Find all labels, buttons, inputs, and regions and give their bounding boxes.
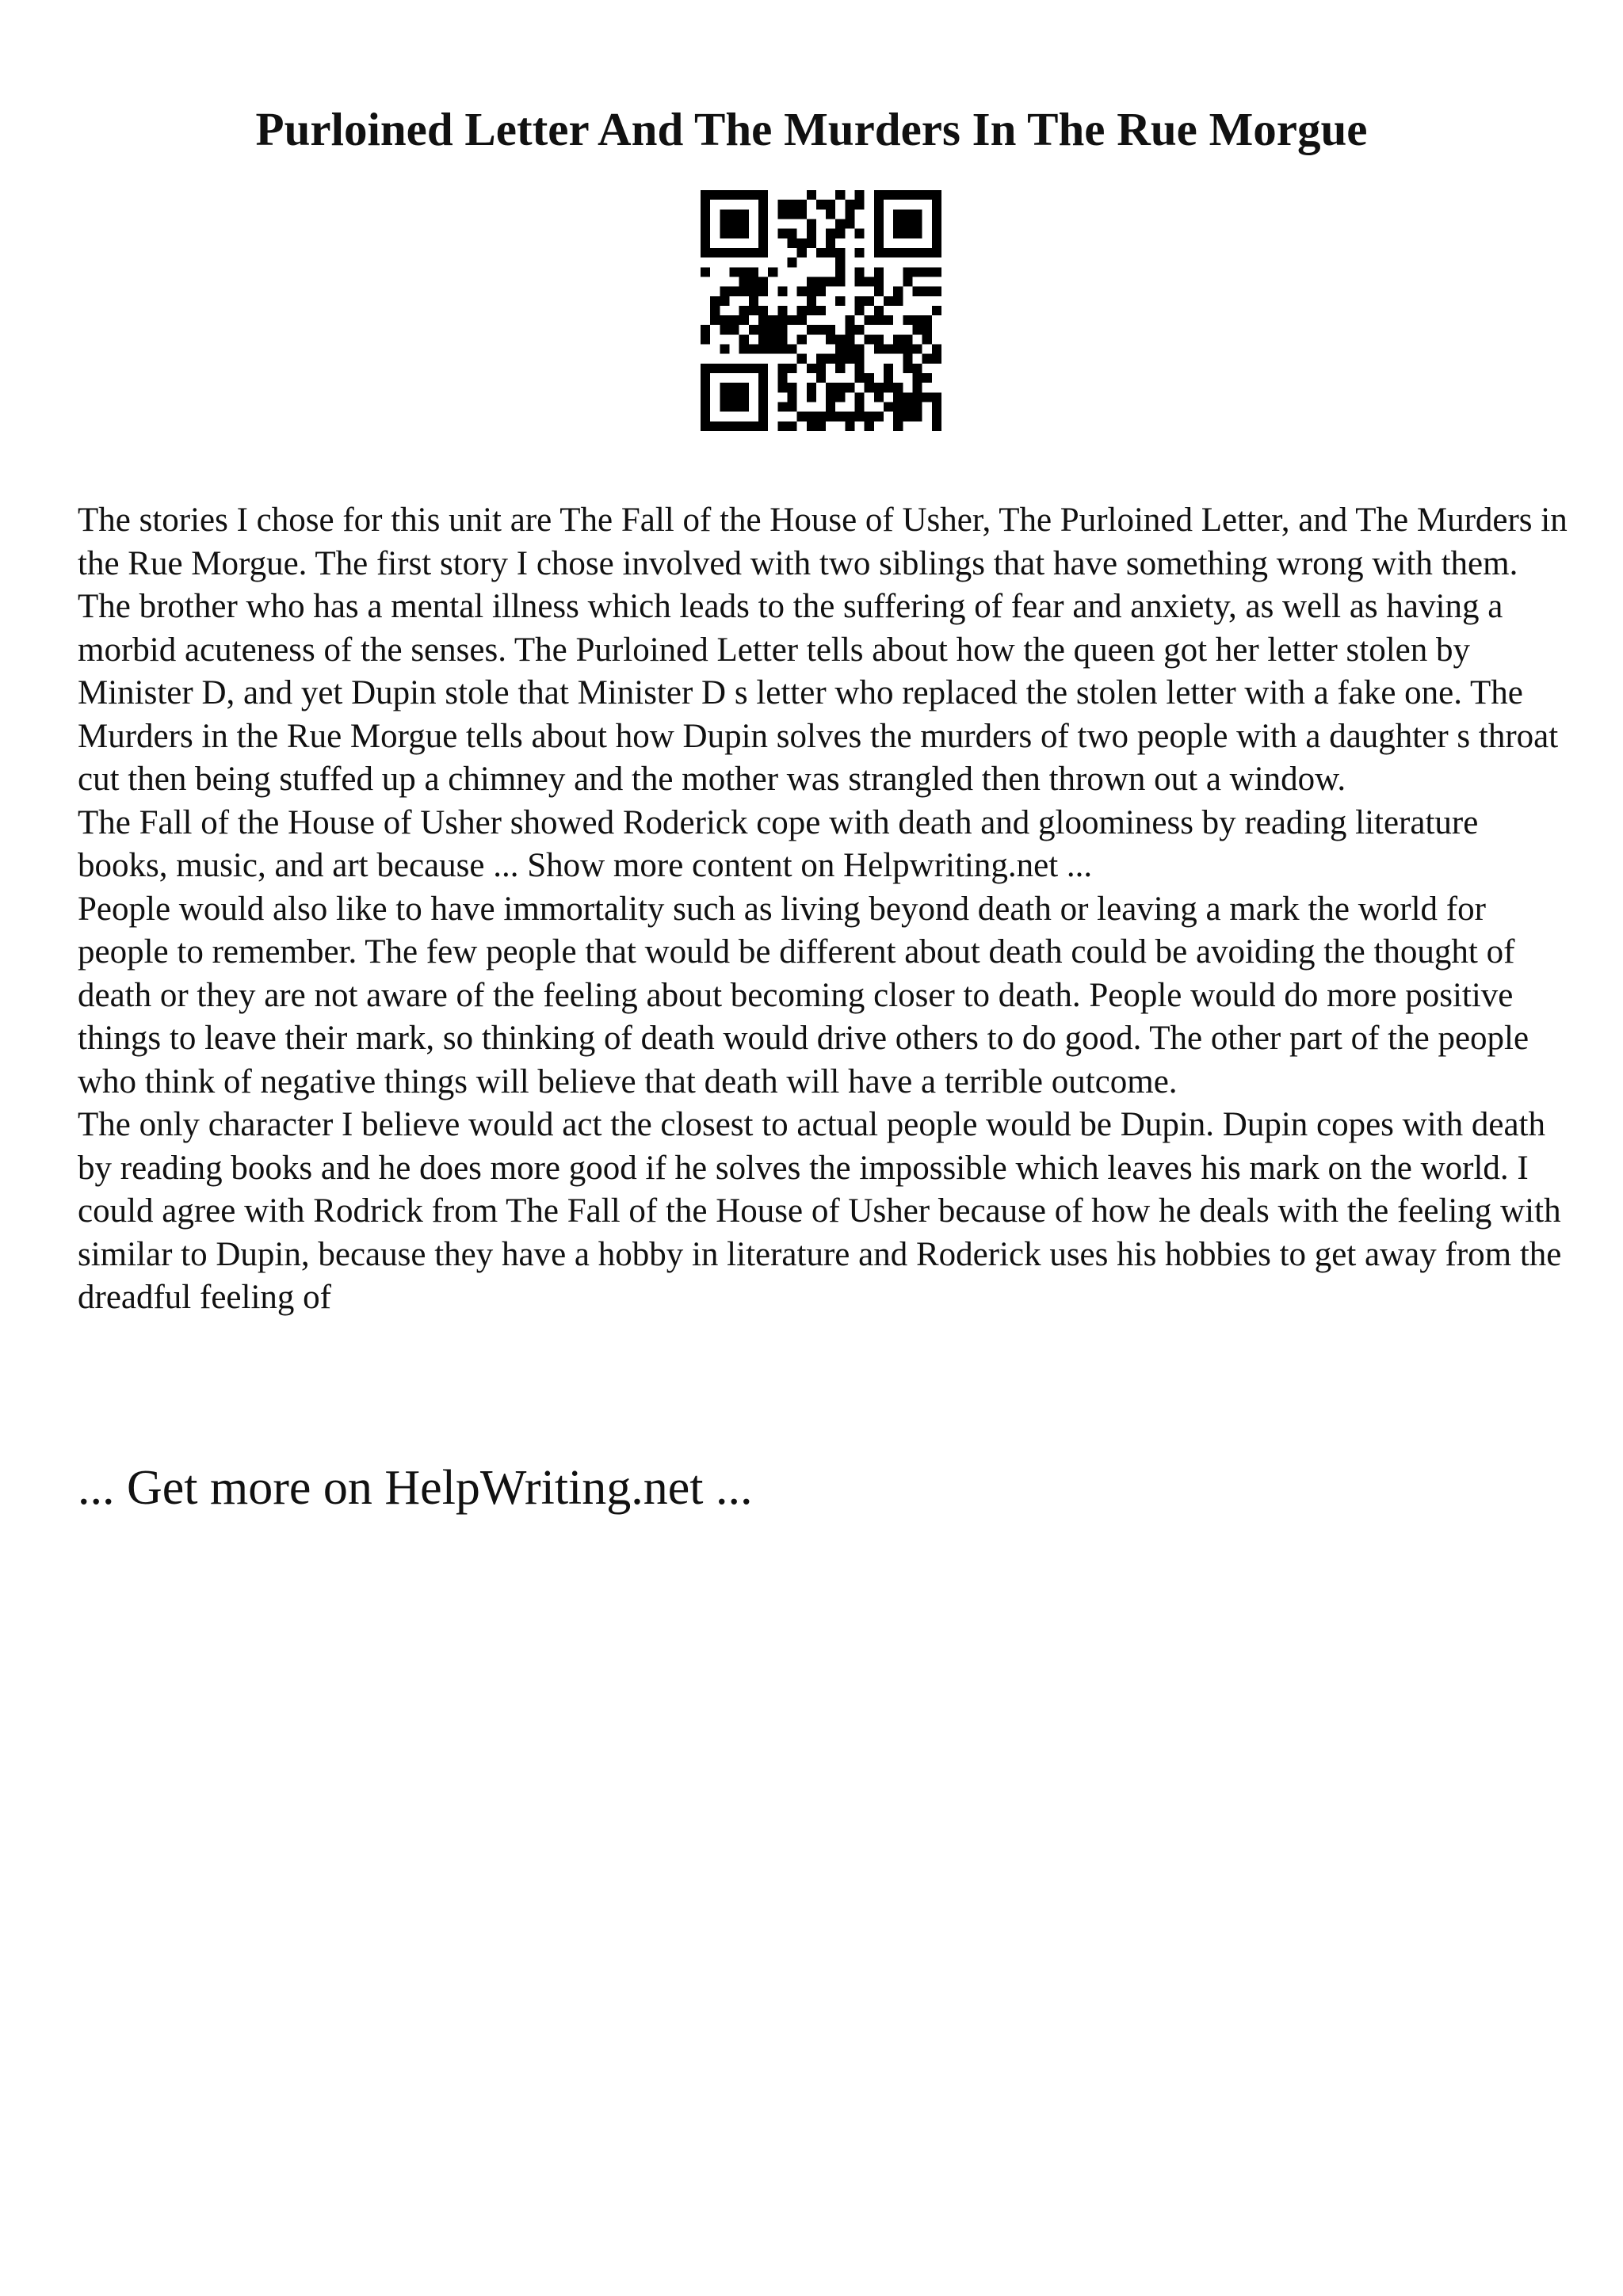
document-title: Purloined Letter And The Murders In The Rue Morgue	[255, 103, 1368, 155]
paragraph: The Fall of the House of Usher showed Roderick cope with death and gloominess by reading literature books, music, and art because ... Show more content on Helpwriting.net ...	[78, 803, 1479, 884]
paragraph: People would also like to have immortality such as living beyond death or leaving a mark the world for people to remember. The few people that would be different about death could be avoiding the thought of death or they are not aware of the feeling about becoming closer to death. People would do more positive things to leave their mark, so thinking of death would drive others to do good. The other part of the people who think of negative things will believe that death will have a terrible outcome.	[78, 890, 1529, 1100]
article-body	[78, 499, 1568, 1320]
qr-code-graphic	[701, 190, 941, 431]
paragraph: The only character I believe would act the closest to actual people would be Dupin. Dupin copes with death by reading books and he does more good if he solves the impossible which leaves his mark on the world. I could agree with Rodrick from The Fall of the House of Usher because of how he deals with the feeling with similar to Dupin, because they have a hobby in literature and Roderick uses his hobbies to get away from the dreadful feeling of	[78, 1106, 1562, 1316]
paragraph: The stories I chose for this unit are The Fall of the House of Usher, The Purloined Letter, and The Murders in the Rue Morgue. The first story I chose involved with two siblings that have something wrong with them. The brother who has a mental illness which leads to the suffering of fear and anxiety, as well as having a morbid acuteness of the senses. The Purloined Letter tells about how the queen got her letter stolen by Minister D, and yet Dupin stole that Minister D s letter who replaced the stolen letter with a fake one. The Murders in the Rue Morgue tells about how Dupin solves the murders of two people with a daughter s throat cut then being stuffed up a chimney and the mother was strangled then thrown out a window.	[78, 502, 1568, 798]
qr-code-icon[interactable]	[701, 190, 941, 431]
get-more-link[interactable]: ... Get more on HelpWriting.net ...	[78, 1461, 753, 1515]
